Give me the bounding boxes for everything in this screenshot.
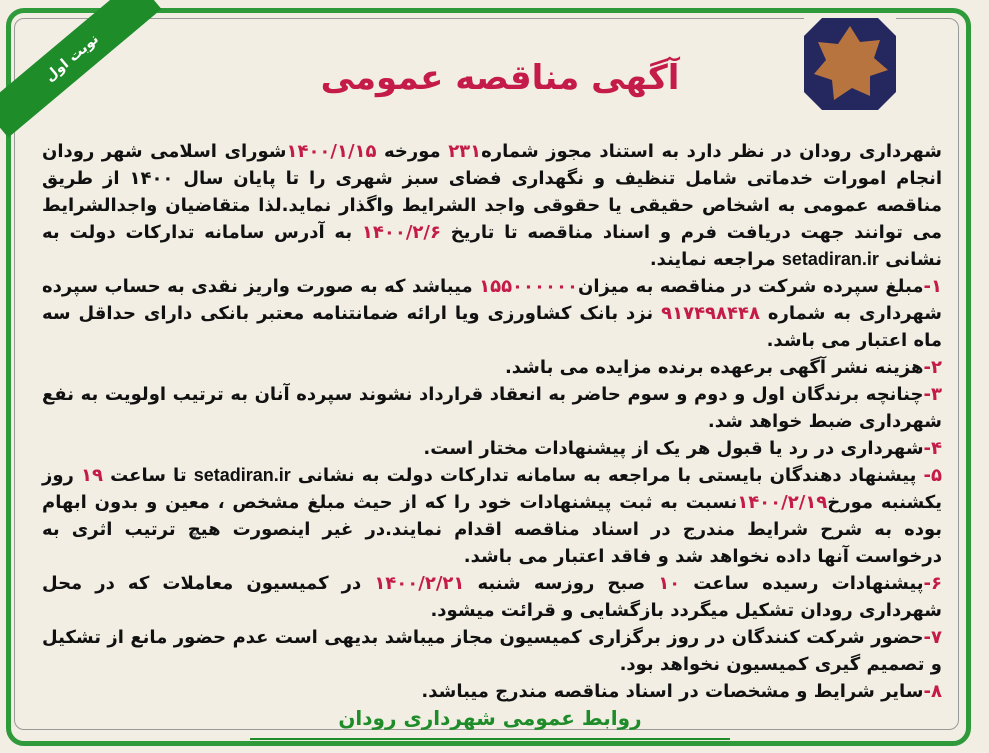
item-number: ۲- [923,357,942,378]
item-text: تا ساعت [103,465,194,486]
intro-text: شهرداری رودان در نظر دارد به استناد مجوز شماره [481,141,943,162]
ribbon-label: نوبت اول [42,31,102,85]
item-number: ۶- [923,573,942,594]
opening-hour: ۱۰ [658,573,681,594]
item-text: میباشد که به صورت واریز نقدی به حساب سپرده شهرداری به شماره [42,276,942,324]
item-number: ۸- [923,681,942,702]
item-number: ۱- [923,276,942,297]
footer-signature: روابط عمومی شهرداری رودان [338,706,642,730]
submission-date: ۱۴۰۰/۲/۱۹ [737,492,828,513]
item-7 [42,624,942,678]
item-text: نزد بانک کشاورزی ویا ارائه ضمانتنامه معتبر بانکی دارای حداقل سه ماه اعتبار می باشد. [42,303,942,351]
item-text: صبح روزسه شنبه [464,573,659,594]
item-6 [42,570,942,624]
footer-divider [250,738,730,740]
item-text: چنانچه برندگان اول و دوم و سوم حاضر به انعقاد قرارداد نشوند سپرده آنان به ترتیب اولویت به نفع شهرداری ضبط خواهد شد. [42,384,942,432]
item-text: پیشنهادات رسیده ساعت [680,573,924,594]
item-4 [42,435,942,462]
item-3 [42,381,942,435]
item-text: هزینه نشر آگهی برعهده برنده مزایده می باشد. [504,357,924,378]
item-number: ۵- [923,465,942,486]
item-number: ۴- [923,438,942,459]
item-text: در کمیسیون معاملات که در محل شهرداری رودان تشکیل میگردد بازگشایی و قرائت میشود. [42,573,942,621]
municipality-logo-icon [804,18,896,110]
intro-paragraph [42,138,942,273]
intro-text: شورای اسلامی شهر رودان انجام امورات خدماتی شامل تنظیف و نگهداری فضای سبز شهری را تا پایان سال ۱۴۰۰ از طریق مناقصه عمومی به اشخاص حقیقی یا حقوقی واجد الشرایط واگذار نماید.لذا متقاضیان واجدالشرایط می توانند جهت دریافت فرم و اسناد مناقصه تا تاریخ [42,141,942,243]
opening-date: ۱۴۰۰/۲/۲۱ [374,573,465,594]
permit-date: ۱۴۰۰/۱/۱۵ [286,141,377,162]
item-text: روز یکشنبه مورخ [42,465,942,513]
website-link: setadiran.ir [193,465,291,485]
website-link: setadiran.ir [781,249,879,269]
item-text: مبلغ سپرده شرکت در مناقصه به میزان [577,276,924,297]
item-5 [42,462,942,570]
item-number: ۳- [923,384,942,405]
item-text: حضور شرکت کنندگان در روز برگزاری کمیسیون مجاز میباشد بدیهی است عدم حضور مانع از تشکیل و تصمیم گیری کمیسیون نخواهد بود. [42,627,942,675]
intro-text: مراجعه نمایند. [649,249,782,270]
account-number: ۹۱۷۴۹۸۴۴۸ [661,303,760,324]
notice-body [42,138,942,705]
intro-text: به آدرس سامانه تدارکات دولت به نشانی [42,222,942,270]
document-deadline: ۱۴۰۰/۲/۶ [361,222,441,243]
notice-title: آگهی مناقصه عمومی [320,58,680,98]
item-text: پیشنهاد دهندگان بایستی با مراجعه به سامانه تدارکات دولت به نشانی [290,465,924,486]
item-text: سایر شرایط و مشخصات در اسناد مناقصه مندرج میباشد. [421,681,924,702]
deposit-amount: ۱۵۵۰۰۰۰۰۰ [479,276,578,297]
item-text: نسبت به ثبت پیشنهادات خود را که از حیث مبلغ مشخص ، معین و بدون ابهام بوده به شرح شرایط مندرج در اسناد مناقصه اقدام نمایند.در غیر اینصورت هیچ ترتیب اثری به درخواست آنها داده نخواهد شد و فاقد اعتبار می باشد. [42,492,942,567]
item-text: شهرداری در رد یا قبول هر یک از پیشنهادات مختار است. [423,438,924,459]
intro-text: مورخه [376,141,449,162]
item-1 [42,273,942,354]
item-8 [42,678,942,705]
item-2 [42,354,942,381]
submission-hour: ۱۹ [81,465,104,486]
permit-number: ۲۳۱ [448,141,482,162]
item-number: ۷- [923,627,942,648]
